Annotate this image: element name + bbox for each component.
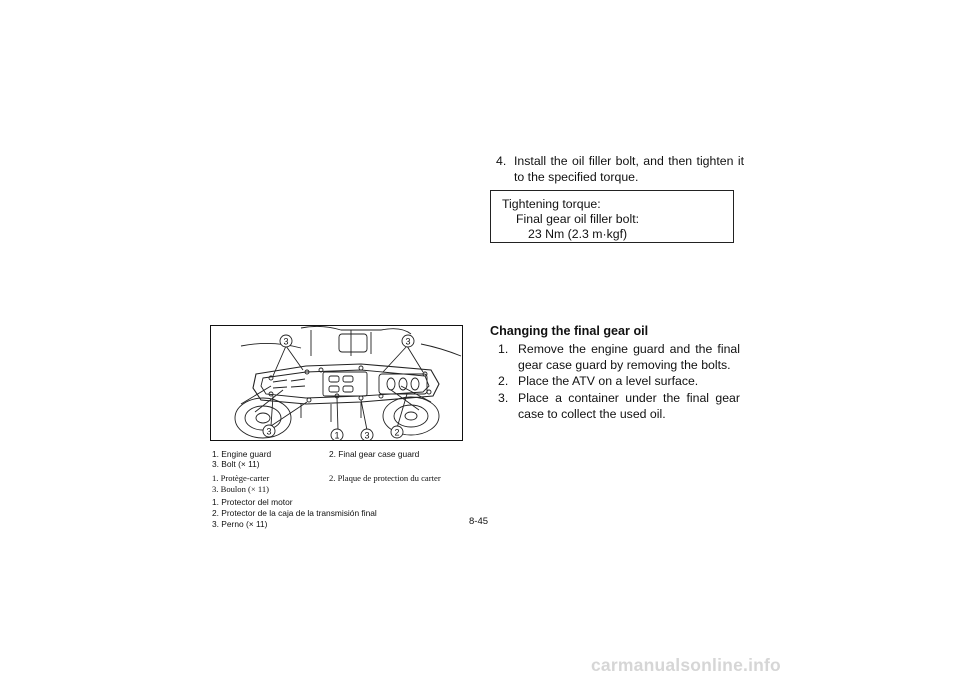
caption-en-1: 1. Engine guard xyxy=(212,449,272,459)
callout-label: 1 xyxy=(334,430,340,440)
caption-en-2: 2. Final gear case guard xyxy=(329,449,420,459)
list-item: 3. Place a container under the final gear case to collect the used oil. xyxy=(498,391,740,421)
list-item: 2. Place the ATV on a level surface. xyxy=(498,374,699,388)
page-number: 8-45 xyxy=(469,516,489,527)
torque-value: 23 Nm (2.3 m·kgf) xyxy=(528,227,628,241)
torque-label: Tightening torque: xyxy=(502,197,601,211)
callout-label: 3 xyxy=(405,336,411,347)
section-heading: Changing the final gear oil xyxy=(490,324,649,338)
caption-fr-3: 3. Boulon (× 11) xyxy=(212,484,270,494)
engine-guard-illustration xyxy=(210,325,463,441)
callout-label: 3 xyxy=(364,430,370,440)
torque-spec-box xyxy=(490,190,734,243)
callout-label: 3 xyxy=(283,336,289,347)
caption-es-1: 1. Protector del motor xyxy=(212,497,293,507)
step-4-number: 4. xyxy=(496,154,507,168)
caption-es-2: 2. Protector de la caja de la transmisión final xyxy=(212,508,377,518)
step-4-text: Install the oil filler bolt, and then tighten it to the specified torque. xyxy=(514,154,744,184)
caption-fr-1: 1. Protège-carter xyxy=(212,473,270,483)
list-item: 1. Remove the engine guard and the final gear case guard by removing the bolts. xyxy=(498,342,740,372)
torque-item: Final gear oil filler bolt: xyxy=(516,212,640,226)
caption-fr-2: 2. Plaque de protection du carter xyxy=(329,473,441,483)
caption-en-3: 3. Bolt (× 11) xyxy=(212,459,260,469)
callout-label: 2 xyxy=(394,427,400,438)
callout-label: 3 xyxy=(266,426,272,437)
caption-es-3: 3. Perno (× 11) xyxy=(212,519,268,529)
step-4 xyxy=(496,153,746,187)
watermark-text: carmanualsonline.info xyxy=(591,655,781,675)
engine-guard-drawing xyxy=(211,326,462,440)
